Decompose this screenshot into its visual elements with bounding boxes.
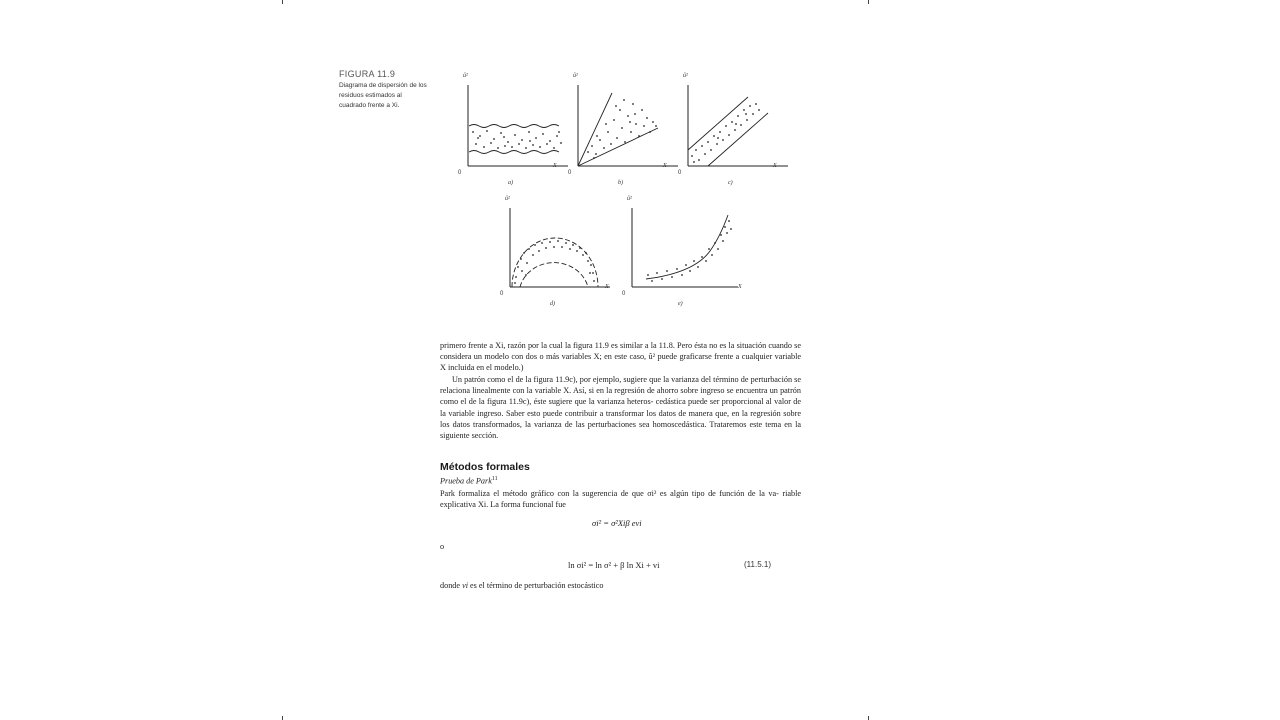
panel-c-y-label: û² [683, 73, 688, 79]
panel-c-label: c) [728, 180, 733, 186]
panel-d-x-label: X [605, 284, 609, 290]
paragraph-2: Un patrón como el de la figura 11.9c), por ejemplo, sugiere que la varianza del término de perturbación se relaciona linealmente con la variable X. Así, si en la regresión de ahorro sobre ingreso se encuentra un patrón como el de la figura 11.9c), éste sugiere que la varianza heteros- cedástica puede ser proporcional al valor de la variable ingreso. Saber esto puede contribuir a transformar los datos de manera que, en la regresión sobre los datos transformados, la varianza de las perturbaciones sea homoscedástica. Trataremos este tema en la siguiente sección. [440, 375, 801, 441]
panel-e-dots [647, 220, 732, 282]
panel-b-label: b) [618, 180, 623, 186]
subsection-heading [440, 476, 498, 486]
panel-e-x-label: X [738, 284, 742, 290]
crop-mark-bottom-right [868, 716, 869, 720]
panel-b-y-label: û² [573, 73, 578, 79]
panel-c [678, 73, 788, 186]
figure-number: FIGURA 11.9 [339, 69, 396, 79]
paragraph-1: primero frente a Xi, razón por la cual la figura 11.9 es similar a la 11.8. Pero ésta no es la situación cuando se considera un modelo con dos o más variables X; en este caso, û² puede graficarse frente a cualquier variable X incluida en el modelo.) [440, 341, 801, 373]
panel-d-origin: 0 [500, 291, 504, 297]
figure-description: Diagrama de dispersión de los residuos estimados al cuadrado frente a Xi. [339, 82, 427, 109]
equation-number: (11.5.1) [744, 560, 771, 569]
panel-c-origin: 0 [678, 170, 682, 176]
panel-e-y-label: û² [627, 196, 632, 202]
crop-mark-top-right [868, 0, 869, 4]
panel-b-dots [587, 99, 657, 159]
paragraph-3: Park formaliza el método gráfico con la sugerencia de que σi² es algún tipo de función de la va- riable explicativa Xi. La forma funcional fue [440, 489, 801, 510]
equation-2: ln σi² = ln σ² + β ln Xi + vi [568, 560, 660, 570]
subsection-title: Prueba de Park [440, 476, 492, 486]
panel-a-x-label: X [553, 163, 557, 169]
panel-b [568, 73, 678, 186]
paragraph-4-suffix: es el término de perturbación estocástico [467, 581, 604, 590]
crop-mark-top-left [282, 0, 283, 4]
crop-mark-bottom-left [282, 716, 283, 720]
panel-b-x-label: X [663, 163, 667, 169]
equation-1: σi² = σ²Xiβ evi [592, 518, 642, 528]
panel-a-origin: 0 [458, 170, 462, 176]
footnote-ref: 11 [491, 476, 498, 482]
section-heading: Métodos formales [440, 461, 530, 473]
panel-a-y-label: û² [463, 73, 468, 79]
equation-connector: o [440, 542, 445, 551]
panel-e [622, 196, 742, 307]
figure-scatter-plots [440, 60, 800, 310]
paragraph-4-prefix: donde [440, 581, 463, 590]
panel-c-dots [691, 103, 760, 163]
panel-d-dots [514, 240, 595, 284]
panel-e-label: e) [678, 301, 683, 307]
panel-c-x-label: X [773, 163, 777, 169]
paragraph-4 [440, 581, 603, 590]
panel-a [458, 73, 568, 186]
paragraph-4-var: vi [462, 581, 468, 590]
panel-a-label: a) [508, 180, 513, 186]
panel-a-dots [472, 130, 562, 149]
panel-d-y-label: û² [505, 196, 510, 202]
panel-d [500, 196, 610, 307]
figure-caption [339, 69, 429, 111]
panel-e-origin: 0 [622, 291, 626, 297]
panel-b-origin: 0 [568, 170, 572, 176]
panel-d-label: d) [550, 301, 555, 307]
